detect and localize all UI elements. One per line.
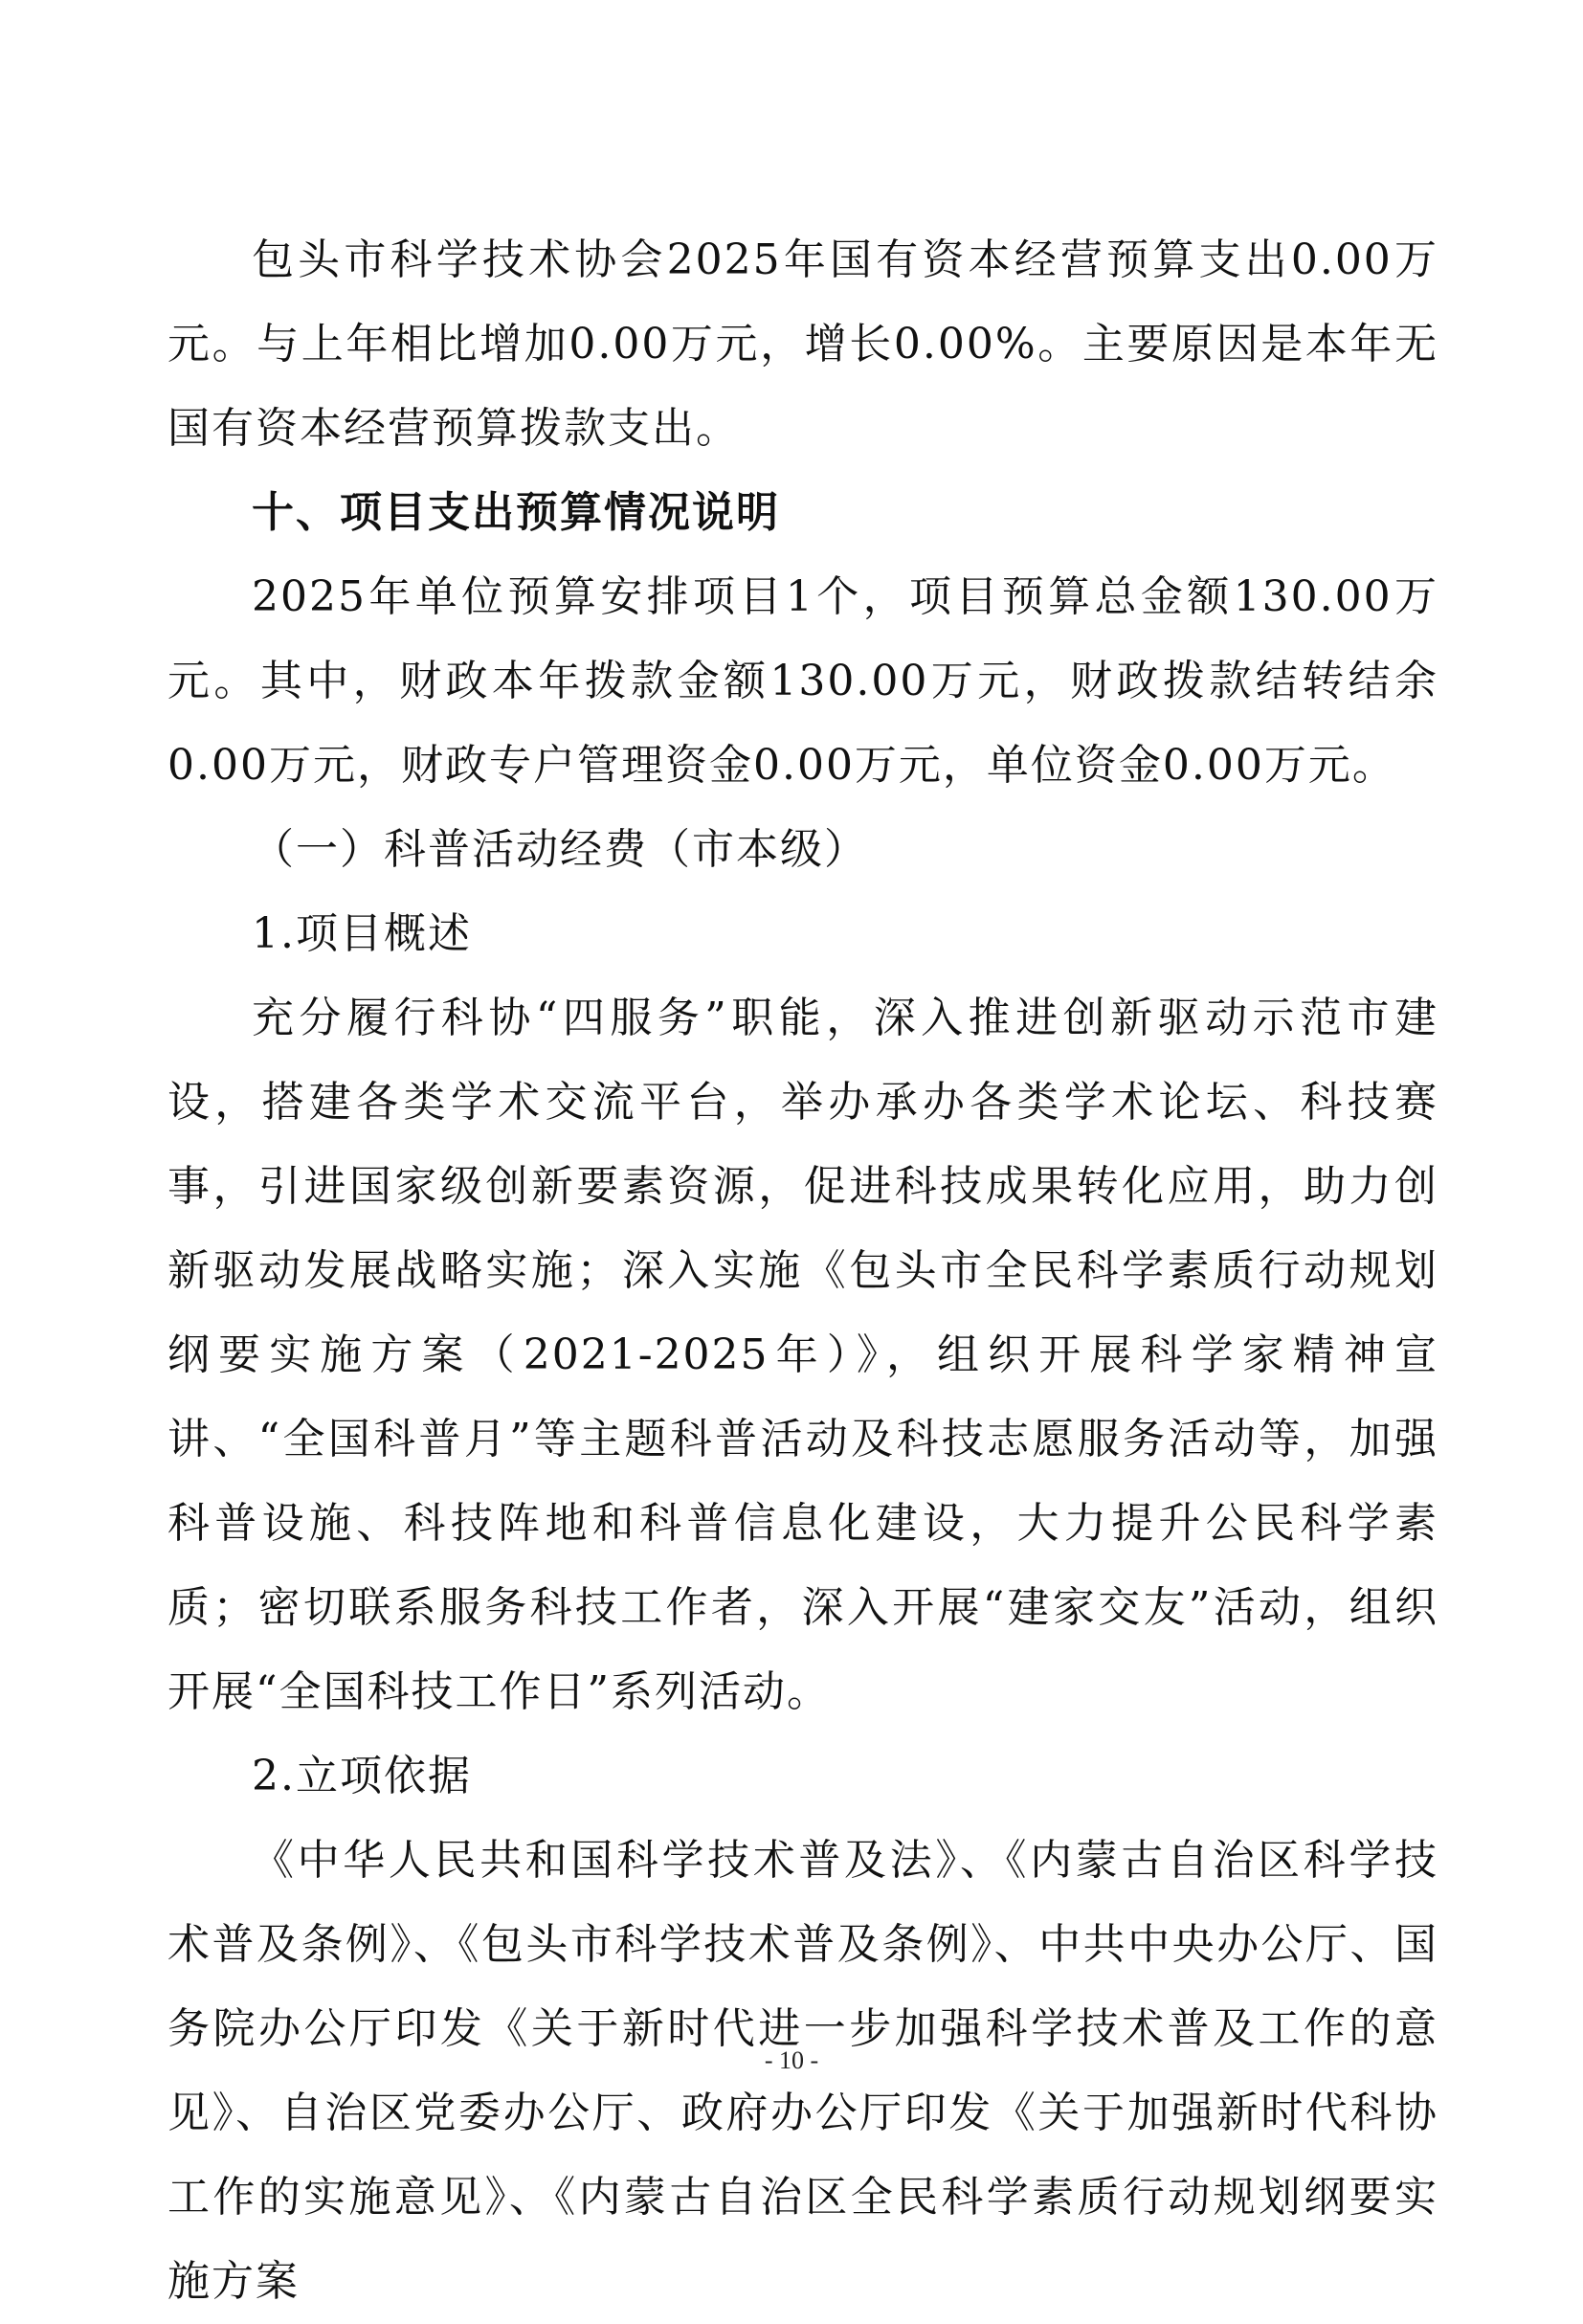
- subsection-heading-science-popularization-fund: （一）科普活动经费（市本级）: [252, 825, 868, 874]
- paragraph-project-budget-summary: 2025年单位预算安排项目1个，项目预算总金额130.00万元。其中，财政本年拨款金额130.00万元，财政拨款结转结余0.00万元，财政专户管理资金0.00万元，单位资金0.00万元。: [167, 572, 1438, 790]
- paragraph-project-basis: 《中华人民共和国科学技术普及法》、《内蒙古自治区科学技术普及条例》、《包头市科学技术普及条例》、中共中央办公厅、国务院办公厅印发《关于新时代进一步加强科学技术普及工作的意见》、自治区党委办公厅、政府办公厅印发《关于加强新时代科协工作的实施意见》、《内蒙古自治区全民科学素质行动规划纲要实施方案: [167, 1836, 1438, 2306]
- page-number: - 10 -: [764, 2046, 819, 2074]
- section-heading-project-expenditure: 十、项目支出预算情况说明: [252, 488, 780, 537]
- document-body: [167, 218, 1438, 2324]
- item-heading-project-basis: 2.立项依据: [252, 1752, 472, 1800]
- paragraph-state-capital-budget: 包头市科学技术协会2025年国有资本经营预算支出0.00万元。与上年相比增加0.00万元，增长0.00%。主要原因是本年无国有资本经营预算拨款支出。: [167, 235, 1438, 453]
- paragraph-project-overview: 充分履行科协“四服务”职能，深入推进创新驱动示范市建设，搭建各类学术交流平台，举办承办各类学术论坛、科技赛事，引进国家级创新要素资源，促进科技成果转化应用，助力创新驱动发展战略实施；深入实施《包头市全民科学素质行动规划纲要实施方案（2021-2025年）》，组织开展科学家精神宣讲、“全国科普月”等主题科普活动及科技志愿服务活动等，加强科普设施、科技阵地和科普信息化建设，大力提升公民科学素质；密切联系服务科技工作者，深入开展“建家交友”活动，组织开展“全国科技工作日”系列活动。: [167, 994, 1438, 1716]
- item-heading-project-overview: 1.项目概述: [252, 909, 472, 958]
